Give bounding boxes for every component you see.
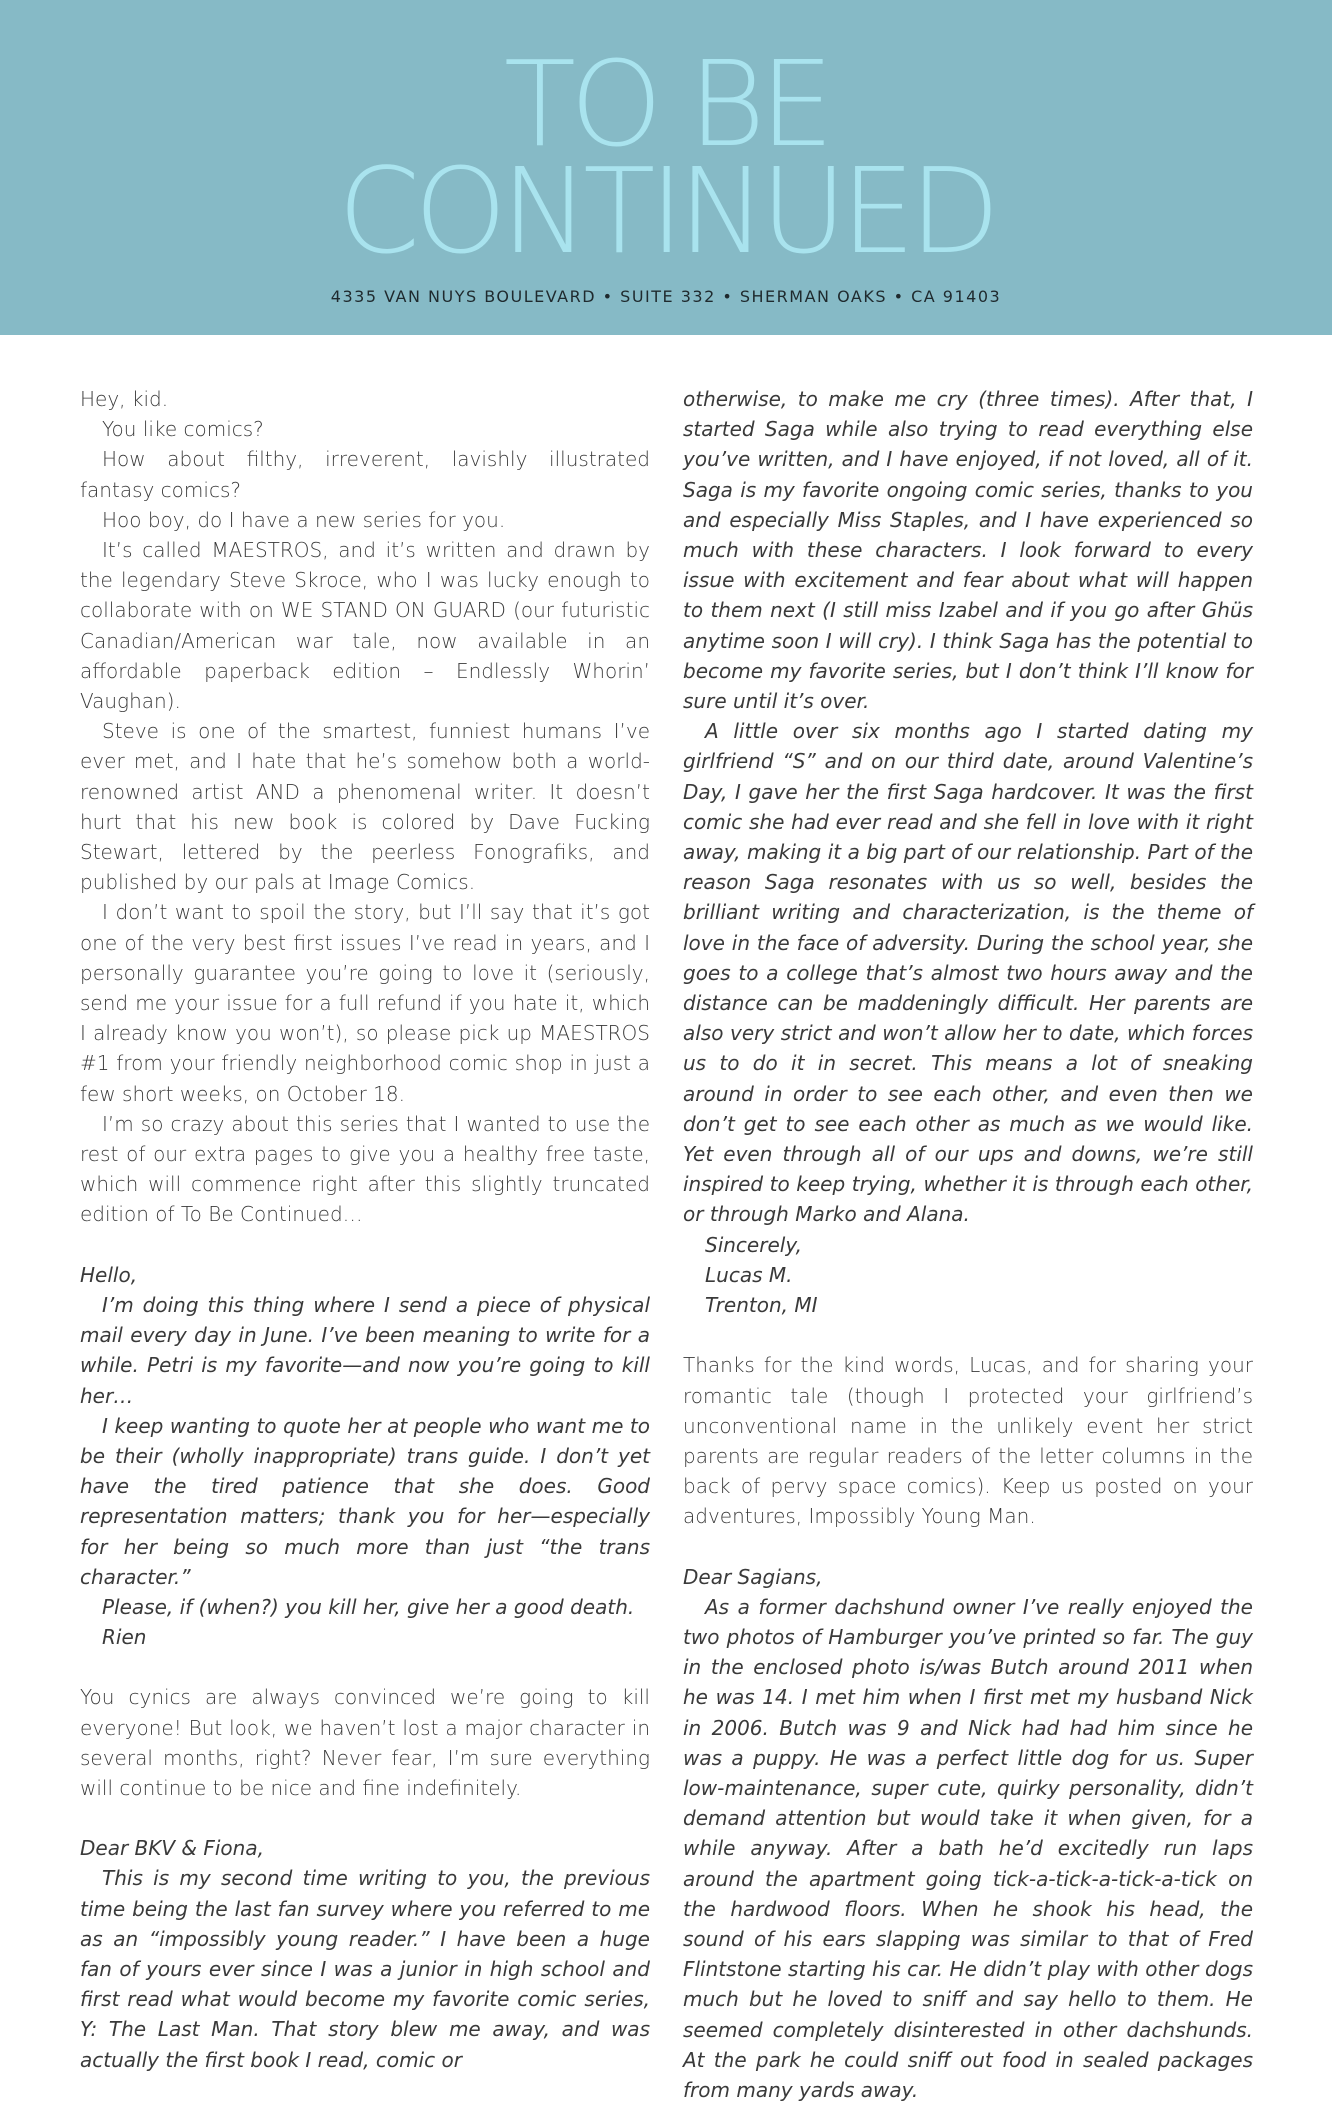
intro-paragraph: How about filthy, irreverent, lavishly illustrated fantasy comics? (80, 447, 650, 502)
letter-signature: Lucas M. (705, 1262, 793, 1287)
letter-greeting: Dear Sagians, (683, 1564, 823, 1589)
letter-paragraph: A little over six months ago I started dating my girlfriend “S” and on our third date, around Valentine’s Day, I gave her the first Saga hardcover. It was the first comic she had ever read and she fell in love with it right away, making it a big part of our relationship. Part of the reason Saga resonates with us so well, besides the brilliant writing and characterization, is the theme of love in the face of adversity. During the school year, she goes to a college that’s almost two hours away and the distance can be maddeningly difficult. Her parents are also very strict and won’t allow her to date, which forces us to do it in secret. This means a lot of sneaking around in order to see each other, and even then we don’t get to see each other as much as we would like. Yet even through all of our ups and downs, we’re still inspired to keep trying, whether it is through each other, or through Marko and Alana. (683, 719, 1253, 1227)
intro-paragraph: I’m so crazy about this series that I wanted to use the rest of our extra pages to give you a healthy free taste, which will commence right after this slightly truncated edition of To Be Continued… (80, 1111, 650, 1227)
right-column (683, 384, 1253, 2105)
intro-paragraph: Hey, kid. (80, 387, 169, 411)
letter-paragraph: I keep wanting to quote her at people who want me to be their (wholly inappropriate) trans guide. I don’t yet have the tired patience that she does. Good representation matters; thank you for her—especially for her being so much more than just “the trans character.” (80, 1413, 650, 1589)
intro-paragraph: It’s called MAESTROS, and it’s written and drawn by the legendary Steve Skroce, who I was lucky enough to collaborate with on WE STAND ON GUARD (our futuristic Canadian/American war tale, now available in an affordable paperback edition – Endlessly Whorin’ Vaughan). (80, 538, 650, 714)
intro-paragraph: You like comics? (102, 417, 264, 442)
letter-paragraph: Please, if (when?) you kill her, give her a good death. (102, 1594, 635, 1619)
letter-signoff: Sincerely, (705, 1232, 802, 1257)
letter-signature: Rien (102, 1625, 147, 1650)
mailing-address: 4335 VAN NUYS BOULEVARD • SUITE 332 • SHERMAN OAKS • CA 91403 (330, 287, 1002, 306)
letter-greeting: Dear BKV & Fiona, (80, 1836, 264, 1861)
page-title-line-2: CONTINUED (337, 142, 995, 280)
header-banner (0, 0, 1332, 335)
intro-paragraph: I don’t want to spoil the story, but I’ll say that it’s got one of the very best first issues I’ve read in years, and I personally guarantee you’re going to love it (seriously, send me your issue for a full refund if you hate it, which I already know you won’t), so please pick up MAESTROS #1 from your friendly neighborhood comic shop in just a few short weeks, on October 18. (80, 900, 650, 1106)
spacer (80, 1803, 650, 1833)
letter-paragraph: As a former dachshund owner I’ve really enjoyed the two photos of Hamburger you’ve printed so far. The guy in the enclosed photo is/was Butch around 2011 when he was 14. I met him when I first met my husband Nick in 2006. Butch was 9 and Nick had had him since he was a puppy. He was a perfect little dog for us. Super low-maintenance, super cute, quirky personality, didn’t demand attention but would take it when given, for a while anyway. After a bath he’d excitedly run laps around the apartment going tick-a-tick-a-tick-a-tick on the hardwood floors. When he shook his head, the sound of his ears slapping was similar to that of Fred Flintstone starting his car. He didn’t play with other dogs much but he loved to sniff and say hello to them. He seemed completely disinterested in other dachshunds. At the park he could sniff out food in sealed packages from many yards away. (683, 1594, 1253, 2102)
spacer (683, 1320, 1253, 1350)
letter-paragraph: otherwise, to make me cry (three times). After that, I started Saga while also trying to read everything else you’ve written, and I have enjoyed, if not loved, all of it. Saga is my favorite ongoing comic series, thanks to you and especially Miss Staples, and I have experienced so much with these characters. I look forward to every issue with excitement and fear about what will happen to them next (I still miss Izabel and if you go after Ghüs anytime soon I will cry). I think Saga has the potential to become my favorite series, but I don’t think I’ll know for sure until it’s over. (683, 387, 1253, 714)
editor-reply: Thanks for the kind words, Lucas, and for sharing your romantic tale (though I protected your girlfriend’s unconventional name in the unlikely event her strict parents are regular readers of the letter columns in the back of pervy space comics). Keep us posted on your adventures, Impossibly Young Man. (683, 1353, 1253, 1529)
letter-paragraph: This is my second time writing to you, the previous time being the last fan survey where you referred to me as an “impossibly young reader.” I have been a huge fan of yours ever since I was a junior in high school and first read what would become my favorite comic series, Y: The Last Man. That story blew me away, and was actually the first book I read, comic or (80, 1866, 650, 2072)
left-column (80, 384, 650, 2075)
spacer (683, 1532, 1253, 1562)
letter-greeting: Hello, (80, 1262, 138, 1287)
intro-paragraph: Hoo boy, do I have a new series for you. (102, 507, 506, 532)
editor-reply: You cynics are always convinced we’re going to kill everyone! But look, we haven’t lost a major character in several months, right? Never fear, I’m sure everything will continue to be nice and fine indefinitely. (80, 1685, 650, 1800)
page-title-line-1: TO BE (503, 35, 829, 173)
letter-location: Trenton, MI (705, 1293, 818, 1318)
spacer (80, 1230, 650, 1260)
intro-paragraph: Steve is one of the smartest, funniest humans I’ve ever met, and I hate that he’s somehow both a world-renowned artist AND a phenomenal writer. It doesn’t hurt that his new book is colored by Dave Fucking Stewart, lettered by the peerless Fonografiks, and published by our pals at Image Comics. (80, 719, 650, 895)
letter-paragraph: I’m doing this thing where I send a piece of physical mail every day in June. I’ve been meaning to write for a while. Petri is my favorite—and now you’re going to kill her… (80, 1292, 650, 1408)
spacer (80, 1652, 650, 1682)
